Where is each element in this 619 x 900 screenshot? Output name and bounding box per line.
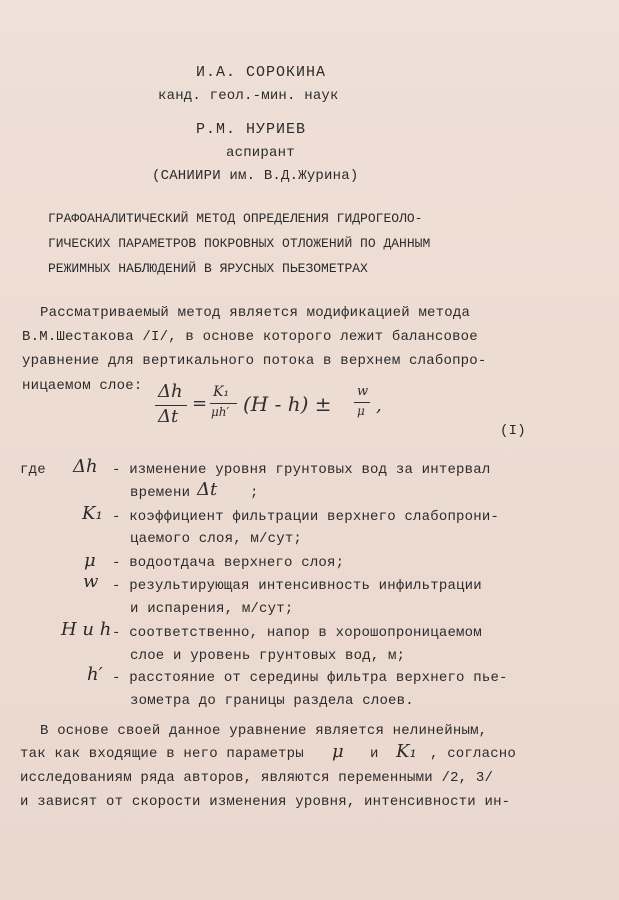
- legend-text: - водоотдача верхнего слоя;: [112, 555, 345, 571]
- legend-text: - результирующая интенсивность инфильтрации: [112, 578, 482, 594]
- formula-k-fraction-line: [210, 403, 237, 404]
- para2-line-1: В основе своей данное уравнение является нелинейным,: [40, 723, 488, 739]
- legend-symbol: μ: [84, 550, 96, 571]
- formula-number: (I): [500, 423, 526, 439]
- article-title-line-2: ГИЧЕСКИХ ПАРАМЕТРОВ ПОКРОВНЫХ ОТЛОЖЕНИЙ ПО ДАННЫМ: [48, 236, 431, 251]
- para2-line-2-mid: и: [370, 746, 379, 762]
- formula-comma: ,: [376, 395, 382, 416]
- para2-line-2a: так как входящие в него параметры: [20, 746, 304, 762]
- para2-line-2b: , согласно: [430, 746, 517, 762]
- author-1-title: канд. геол.-мин. наук: [158, 88, 339, 104]
- intro-line-4: ницаемом слое:: [22, 378, 143, 394]
- legend-text: времени: [130, 485, 191, 501]
- article-title-line-3: РЕЖИМНЫХ НАБЛЮДЕНИЙ В ЯРУСНЫХ ПЬЕЗОМЕТРАХ: [48, 261, 368, 276]
- para2-symbol-mu: μ: [332, 741, 344, 762]
- formula-w-fraction-line: [354, 402, 370, 403]
- para2-symbol-k: K₁: [396, 741, 417, 762]
- formula-w-denominator: μ: [357, 404, 365, 418]
- article-title-line-1: ГРАФОАНАЛИТИЧЕСКИЙ МЕТОД ОПРЕДЕЛЕНИЯ ГИДРОГЕОЛО-: [48, 211, 423, 226]
- legend-symbol: H и h: [61, 619, 112, 640]
- intro-line-1: Рассматриваемый метод является модификацией метода: [40, 305, 471, 321]
- formula-k-numerator: K₁: [213, 384, 230, 400]
- legend-symbol: K₁: [82, 503, 103, 524]
- legend-text: цаемого слоя, м/сут;: [130, 531, 303, 547]
- legend-text: и испарения, м/сут;: [130, 601, 294, 617]
- para2-line-4: и зависят от скорости изменения уровня, интенсивности ин-: [20, 794, 511, 810]
- legend-text: - соответственно, напор в хорошопроницаемом: [112, 625, 482, 641]
- author-2: Р.М. НУРИЕВ: [196, 121, 307, 138]
- legend-text: - изменение уровня грунтовых вод за интервал: [112, 462, 491, 478]
- intro-line-3: уравнение для вертикального потока в верхнем слабопро-: [22, 353, 487, 369]
- legend-symbol: w: [83, 571, 99, 592]
- legend-where: где: [20, 462, 46, 478]
- para2-line-3: исследованиям ряда авторов, являются переменными /2, 3/: [20, 770, 494, 786]
- formula-equals: =: [192, 393, 208, 414]
- legend-text: ;: [250, 485, 259, 501]
- formula-paren: (H - h) ±: [243, 392, 332, 416]
- legend-text: слое и уровень грунтовых вод, м;: [130, 648, 406, 664]
- formula-w-numerator: w: [357, 384, 369, 399]
- intro-line-2: В.М.Шестакова /I/, в основе которого лежит балансовое: [22, 329, 478, 345]
- legend-text: - коэффициент фильтрации верхнего слабопрони-: [112, 509, 500, 525]
- legend-text: - расстояние от середины фильтра верхнего пье-: [112, 670, 508, 686]
- formula-k-denominator: μh′: [211, 405, 230, 419]
- legend-text: зометра до границы раздела слоев.: [130, 693, 414, 709]
- formula-lhs-denominator: Δt: [158, 406, 179, 427]
- legend-symbol: Δh: [73, 456, 98, 477]
- author-2-title: аспирант: [226, 145, 295, 161]
- affiliation: (САНИИРИ им. В.Д.Журина): [152, 168, 359, 184]
- legend-inline-symbol: Δt: [197, 479, 218, 500]
- legend-symbol: h′: [87, 664, 103, 685]
- author-1: И.А. СОРОКИНА: [196, 64, 327, 81]
- formula-lhs-numerator: Δh: [158, 381, 183, 402]
